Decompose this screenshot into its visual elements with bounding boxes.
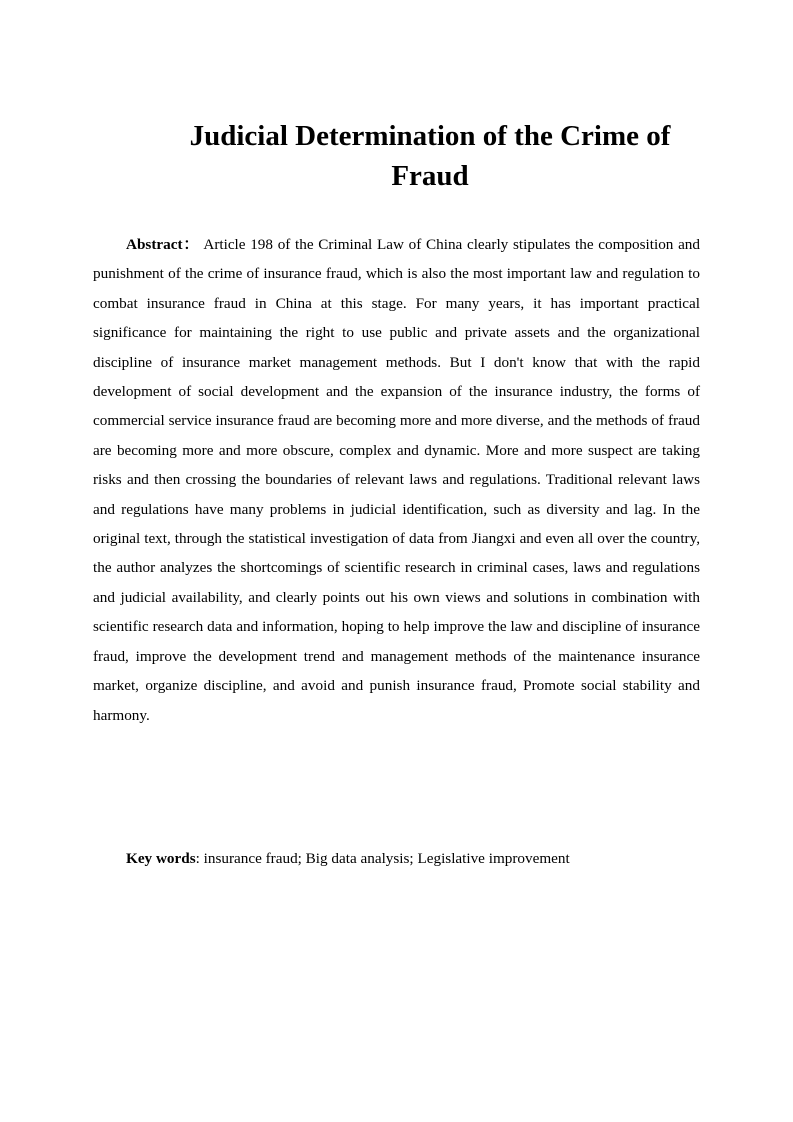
keywords-line bbox=[126, 846, 700, 872]
keywords-label: Key words bbox=[126, 850, 196, 867]
keywords-text: : insurance fraud; Big data analysis; Legislative improvement bbox=[195, 850, 570, 867]
abstract-label: Abstract： bbox=[126, 236, 200, 253]
abstract-text: Article 198 of the Criminal Law of China clearly stipulates the composition and punishment of the crime of insurance fraud, which is also the most important law and regulation to combat insurance fraud in China at this stage. For many years, it has important practical significance for maintaining the right to use public and private assets and the organizational discipline of insurance market management methods. But I don't know that with the rapid development of social development and the expansion of the insurance industry, the forms of commercial service insurance fraud are becoming more and more diverse, and the methods of fraud are becoming more and more obscure, complex and dynamic. More and more suspect are taking risks and then crossing the boundaries of relevant laws and regulations. Traditional relevant laws and regulations have many problems in judicial identification, such as diversity and lag. In the original text, through the statistical investigation of data from Jiangxi and even all over the country, the author analyzes the shortcomings of scientific research in criminal cases, laws and regulations and judicial availability, and clearly points out his own views and solutions in combination with scientific research data and information, hoping to help improve the law and discipline of insurance fraud, improve the development trend and management methods of the maintenance insurance market, organize discipline, and avoid and punish insurance fraud, Promote social stability and harmony. bbox=[93, 236, 700, 724]
abstract-paragraph bbox=[93, 230, 700, 730]
document-title: Judicial Determination of the Crime of Fraud bbox=[189, 120, 671, 192]
